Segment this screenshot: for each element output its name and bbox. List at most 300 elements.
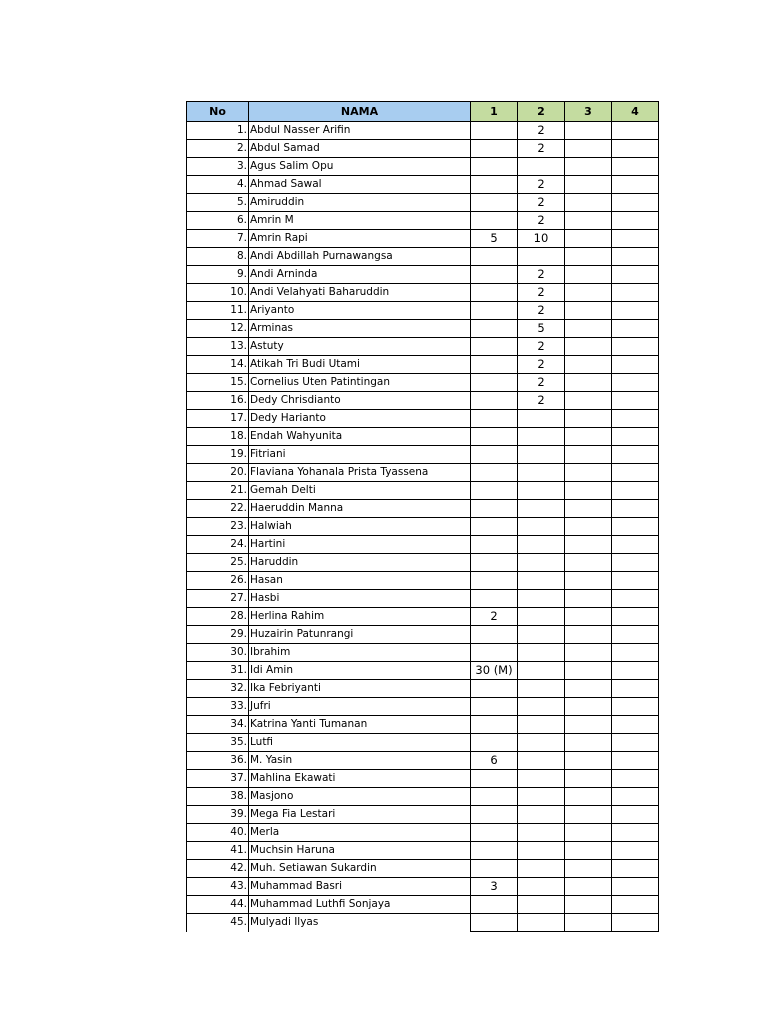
row-value-col-2: 2: [518, 338, 565, 356]
row-value-col-4: [612, 536, 659, 554]
row-number: 36.: [187, 752, 249, 770]
table-row: [187, 446, 659, 464]
row-number: 40.: [187, 824, 249, 842]
row-number: 26.: [187, 572, 249, 590]
row-value-col-3: [565, 500, 612, 518]
row-value-col-3: [565, 626, 612, 644]
row-value-col-2: [518, 824, 565, 842]
row-number: 38.: [187, 788, 249, 806]
row-number: 41.: [187, 842, 249, 860]
row-value-col-3: [565, 608, 612, 626]
row-value-col-1: [471, 140, 518, 158]
row-name: Cornelius Uten Patintingan: [249, 374, 471, 392]
row-value-col-2: 2: [518, 392, 565, 410]
row-number: 43.: [187, 878, 249, 896]
row-value-col-4: [612, 734, 659, 752]
row-value-col-1: [471, 518, 518, 536]
table-row: [187, 914, 659, 932]
table-row: [187, 878, 659, 896]
row-value-col-2: 2: [518, 122, 565, 140]
row-number: 14.: [187, 356, 249, 374]
row-value-col-1: [471, 284, 518, 302]
table-row: [187, 608, 659, 626]
row-value-col-4: [612, 914, 659, 932]
row-value-col-4: [612, 320, 659, 338]
row-value-col-4: [612, 158, 659, 176]
row-value-col-1: [471, 338, 518, 356]
row-value-col-3: [565, 194, 612, 212]
table-row: [187, 734, 659, 752]
row-value-col-3: [565, 536, 612, 554]
row-name: Idi Amin: [249, 662, 471, 680]
table-row: [187, 410, 659, 428]
row-value-col-2: [518, 626, 565, 644]
row-value-col-3: [565, 392, 612, 410]
table-row: [187, 158, 659, 176]
row-value-col-3: [565, 140, 612, 158]
header-no: No: [187, 102, 249, 122]
row-value-col-2: [518, 806, 565, 824]
table-row: [187, 302, 659, 320]
row-name: Lutfi: [249, 734, 471, 752]
row-value-col-2: [518, 878, 565, 896]
row-value-col-1: [471, 716, 518, 734]
row-number: 28.: [187, 608, 249, 626]
row-value-col-3: [565, 842, 612, 860]
table-row: [187, 590, 659, 608]
table-row: [187, 860, 659, 878]
row-number: 1.: [187, 122, 249, 140]
row-number: 22.: [187, 500, 249, 518]
row-value-col-2: 10: [518, 230, 565, 248]
row-name: Haeruddin Manna: [249, 500, 471, 518]
row-value-col-4: [612, 428, 659, 446]
row-name: Mega Fia Lestari: [249, 806, 471, 824]
row-value-col-3: [565, 698, 612, 716]
row-value-col-3: [565, 230, 612, 248]
row-number: 24.: [187, 536, 249, 554]
row-value-col-1: [471, 446, 518, 464]
row-value-col-2: [518, 770, 565, 788]
table-row: [187, 500, 659, 518]
row-value-col-3: [565, 176, 612, 194]
row-number: 37.: [187, 770, 249, 788]
table-row: [187, 392, 659, 410]
header-col-1: 1: [471, 102, 518, 122]
header-col-4: 4: [612, 102, 659, 122]
row-value-col-2: [518, 500, 565, 518]
row-number: 25.: [187, 554, 249, 572]
row-value-col-4: [612, 824, 659, 842]
row-value-col-1: [471, 824, 518, 842]
row-name: Andi Velahyati Baharuddin: [249, 284, 471, 302]
row-number: 19.: [187, 446, 249, 464]
table-row: [187, 248, 659, 266]
row-number: 4.: [187, 176, 249, 194]
row-value-col-4: [612, 896, 659, 914]
table-row: [187, 428, 659, 446]
attendance-table: [186, 101, 659, 932]
row-value-col-3: [565, 914, 612, 932]
row-value-col-4: [612, 248, 659, 266]
row-value-col-1: [471, 680, 518, 698]
row-value-col-3: [565, 734, 612, 752]
row-value-col-3: [565, 410, 612, 428]
row-value-col-4: [612, 554, 659, 572]
row-name: Muchsin Haruna: [249, 842, 471, 860]
row-number: 9.: [187, 266, 249, 284]
row-value-col-2: [518, 518, 565, 536]
table-row: [187, 482, 659, 500]
row-value-col-2: [518, 914, 565, 932]
row-name: Ibrahim: [249, 644, 471, 662]
row-value-col-2: [518, 536, 565, 554]
row-value-col-1: [471, 770, 518, 788]
table-row: [187, 464, 659, 482]
row-value-col-2: [518, 428, 565, 446]
row-name: Haruddin: [249, 554, 471, 572]
header-nama: NAMA: [249, 102, 471, 122]
row-value-col-3: [565, 644, 612, 662]
table-row: [187, 698, 659, 716]
row-number: 29.: [187, 626, 249, 644]
row-value-col-1: [471, 158, 518, 176]
header-row: [187, 102, 659, 122]
row-value-col-4: [612, 878, 659, 896]
row-value-col-3: [565, 824, 612, 842]
table-row: [187, 518, 659, 536]
row-name: Huzairin Patunrangi: [249, 626, 471, 644]
row-value-col-4: [612, 644, 659, 662]
row-value-col-1: [471, 860, 518, 878]
row-number: 12.: [187, 320, 249, 338]
row-name: Muhammad Luthfi Sonjaya: [249, 896, 471, 914]
row-number: 27.: [187, 590, 249, 608]
header-col-3: 3: [565, 102, 612, 122]
row-name: Dedy Chrisdianto: [249, 392, 471, 410]
row-name: Halwiah: [249, 518, 471, 536]
row-value-col-4: [612, 176, 659, 194]
row-value-col-1: [471, 374, 518, 392]
row-value-col-2: 5: [518, 320, 565, 338]
row-name: Hasbi: [249, 590, 471, 608]
row-value-col-1: [471, 266, 518, 284]
row-name: Muh. Setiawan Sukardin: [249, 860, 471, 878]
row-value-col-1: [471, 590, 518, 608]
row-value-col-4: [612, 770, 659, 788]
row-value-col-3: [565, 590, 612, 608]
row-value-col-3: [565, 806, 612, 824]
row-value-col-3: [565, 896, 612, 914]
row-number: 35.: [187, 734, 249, 752]
row-number: 31.: [187, 662, 249, 680]
row-value-col-2: [518, 734, 565, 752]
row-number: 44.: [187, 896, 249, 914]
row-value-col-2: [518, 572, 565, 590]
row-value-col-2: [518, 608, 565, 626]
row-value-col-2: [518, 482, 565, 500]
row-name: Dedy Harianto: [249, 410, 471, 428]
row-value-col-2: 2: [518, 176, 565, 194]
row-value-col-4: [612, 500, 659, 518]
row-value-col-1: [471, 428, 518, 446]
row-value-col-1: [471, 626, 518, 644]
row-value-col-1: [471, 914, 518, 932]
row-name: Mulyadi Ilyas: [249, 914, 471, 932]
table-row: [187, 806, 659, 824]
row-name: Jufri: [249, 698, 471, 716]
row-number: 45.: [187, 914, 249, 932]
row-value-col-1: [471, 554, 518, 572]
row-number: 18.: [187, 428, 249, 446]
row-value-col-1: [471, 734, 518, 752]
row-value-col-2: [518, 698, 565, 716]
row-value-col-2: [518, 446, 565, 464]
row-number: 17.: [187, 410, 249, 428]
row-value-col-4: [612, 374, 659, 392]
row-value-col-2: [518, 788, 565, 806]
row-value-col-4: [612, 212, 659, 230]
row-value-col-3: [565, 518, 612, 536]
row-value-col-3: [565, 284, 612, 302]
row-value-col-4: [612, 626, 659, 644]
row-value-col-4: [612, 122, 659, 140]
header-col-2: 2: [518, 102, 565, 122]
row-name: Agus Salim Opu: [249, 158, 471, 176]
row-value-col-3: [565, 374, 612, 392]
row-value-col-1: [471, 572, 518, 590]
row-value-col-2: 2: [518, 302, 565, 320]
row-value-col-2: [518, 680, 565, 698]
row-value-col-1: [471, 212, 518, 230]
row-name: Amiruddin: [249, 194, 471, 212]
table-row: [187, 842, 659, 860]
table-row: [187, 212, 659, 230]
table-row: [187, 752, 659, 770]
table-row: [187, 374, 659, 392]
row-value-col-2: 2: [518, 194, 565, 212]
row-number: 8.: [187, 248, 249, 266]
row-value-col-1: [471, 176, 518, 194]
row-value-col-4: [612, 302, 659, 320]
row-value-col-4: [612, 680, 659, 698]
row-value-col-3: [565, 356, 612, 374]
row-value-col-4: [612, 140, 659, 158]
table-row: [187, 140, 659, 158]
row-value-col-2: [518, 662, 565, 680]
row-value-col-3: [565, 338, 612, 356]
row-value-col-3: [565, 212, 612, 230]
table-row: [187, 554, 659, 572]
row-value-col-1: 3: [471, 878, 518, 896]
row-value-col-2: [518, 590, 565, 608]
row-name: Katrina Yanti Tumanan: [249, 716, 471, 734]
row-value-col-2: [518, 860, 565, 878]
row-value-col-3: [565, 320, 612, 338]
row-name: Hartini: [249, 536, 471, 554]
row-name: Merla: [249, 824, 471, 842]
row-number: 23.: [187, 518, 249, 536]
row-value-col-1: 30 (M): [471, 662, 518, 680]
row-name: Hasan: [249, 572, 471, 590]
row-name: Atikah Tri Budi Utami: [249, 356, 471, 374]
row-number: 34.: [187, 716, 249, 734]
table-row: [187, 122, 659, 140]
row-value-col-1: [471, 392, 518, 410]
row-number: 15.: [187, 374, 249, 392]
row-value-col-2: 2: [518, 212, 565, 230]
table-row: [187, 662, 659, 680]
table-row: [187, 230, 659, 248]
row-value-col-4: [612, 410, 659, 428]
row-name: Herlina Rahim: [249, 608, 471, 626]
row-value-col-3: [565, 878, 612, 896]
row-value-col-1: 5: [471, 230, 518, 248]
row-value-col-1: [471, 122, 518, 140]
row-number: 42.: [187, 860, 249, 878]
row-value-col-3: [565, 158, 612, 176]
row-number: 7.: [187, 230, 249, 248]
row-number: 5.: [187, 194, 249, 212]
row-value-col-3: [565, 302, 612, 320]
row-number: 3.: [187, 158, 249, 176]
row-value-col-4: [612, 860, 659, 878]
row-name: Gemah Delti: [249, 482, 471, 500]
table-row: [187, 716, 659, 734]
row-value-col-1: [471, 464, 518, 482]
row-value-col-1: [471, 410, 518, 428]
row-value-col-1: 6: [471, 752, 518, 770]
row-value-col-2: [518, 896, 565, 914]
row-value-col-4: [612, 266, 659, 284]
row-value-col-4: [612, 230, 659, 248]
row-value-col-4: [612, 662, 659, 680]
row-value-col-4: [612, 806, 659, 824]
row-name: M. Yasin: [249, 752, 471, 770]
table-row: [187, 266, 659, 284]
row-value-col-3: [565, 428, 612, 446]
row-value-col-4: [612, 338, 659, 356]
row-value-col-1: [471, 644, 518, 662]
row-number: 33.: [187, 698, 249, 716]
row-value-col-2: [518, 752, 565, 770]
row-number: 11.: [187, 302, 249, 320]
row-value-col-3: [565, 788, 612, 806]
row-name: Ariyanto: [249, 302, 471, 320]
row-name: Endah Wahyunita: [249, 428, 471, 446]
row-value-col-2: 2: [518, 140, 565, 158]
row-value-col-1: [471, 356, 518, 374]
row-name: Abdul Nasser Arifin: [249, 122, 471, 140]
row-value-col-1: [471, 500, 518, 518]
row-value-col-2: [518, 554, 565, 572]
row-value-col-1: [471, 482, 518, 500]
row-value-col-3: [565, 446, 612, 464]
row-value-col-3: [565, 716, 612, 734]
row-name: Fitriani: [249, 446, 471, 464]
row-number: 21.: [187, 482, 249, 500]
row-value-col-2: [518, 410, 565, 428]
row-value-col-3: [565, 680, 612, 698]
row-value-col-4: [612, 590, 659, 608]
row-value-col-3: [565, 248, 612, 266]
row-value-col-1: [471, 788, 518, 806]
row-name: Muhammad Basri: [249, 878, 471, 896]
row-value-col-4: [612, 842, 659, 860]
row-value-col-3: [565, 266, 612, 284]
row-value-col-1: [471, 806, 518, 824]
row-value-col-2: 2: [518, 356, 565, 374]
row-name: Andi Abdillah Purnawangsa: [249, 248, 471, 266]
row-value-col-4: [612, 752, 659, 770]
row-value-col-4: [612, 608, 659, 626]
table-row: [187, 644, 659, 662]
row-value-col-2: [518, 158, 565, 176]
row-value-col-1: [471, 248, 518, 266]
table-row: [187, 788, 659, 806]
row-number: 20.: [187, 464, 249, 482]
row-name: Mahlina Ekawati: [249, 770, 471, 788]
row-value-col-2: [518, 464, 565, 482]
row-value-col-4: [612, 446, 659, 464]
row-value-col-4: [612, 788, 659, 806]
row-value-col-2: 2: [518, 374, 565, 392]
table-row: [187, 680, 659, 698]
row-value-col-3: [565, 572, 612, 590]
row-value-col-4: [612, 572, 659, 590]
row-name: Amrin M: [249, 212, 471, 230]
table-row: [187, 284, 659, 302]
row-value-col-1: [471, 194, 518, 212]
row-value-col-3: [565, 770, 612, 788]
table-row: [187, 626, 659, 644]
row-value-col-1: [471, 896, 518, 914]
row-value-col-2: [518, 248, 565, 266]
table-row: [187, 176, 659, 194]
row-value-col-3: [565, 464, 612, 482]
table-row: [187, 536, 659, 554]
row-number: 13.: [187, 338, 249, 356]
row-value-col-3: [565, 122, 612, 140]
row-value-col-2: [518, 842, 565, 860]
table-body: [187, 122, 659, 932]
row-value-col-3: [565, 662, 612, 680]
row-value-col-4: [612, 518, 659, 536]
row-value-col-2: 2: [518, 266, 565, 284]
table-row: [187, 320, 659, 338]
table-row: [187, 356, 659, 374]
row-number: 32.: [187, 680, 249, 698]
row-number: 16.: [187, 392, 249, 410]
row-name: Andi Arninda: [249, 266, 471, 284]
row-number: 39.: [187, 806, 249, 824]
row-value-col-3: [565, 554, 612, 572]
row-name: Ika Febriyanti: [249, 680, 471, 698]
row-name: Astuty: [249, 338, 471, 356]
table-row: [187, 338, 659, 356]
row-value-col-4: [612, 356, 659, 374]
row-name: Ahmad Sawal: [249, 176, 471, 194]
row-value-col-4: [612, 716, 659, 734]
row-value-col-4: [612, 392, 659, 410]
row-value-col-4: [612, 698, 659, 716]
table-row: [187, 194, 659, 212]
row-name: Arminas: [249, 320, 471, 338]
row-name: Flaviana Yohanala Prista Tyassena: [249, 464, 471, 482]
row-value-col-2: [518, 644, 565, 662]
row-value-col-3: [565, 752, 612, 770]
row-value-col-2: 2: [518, 284, 565, 302]
